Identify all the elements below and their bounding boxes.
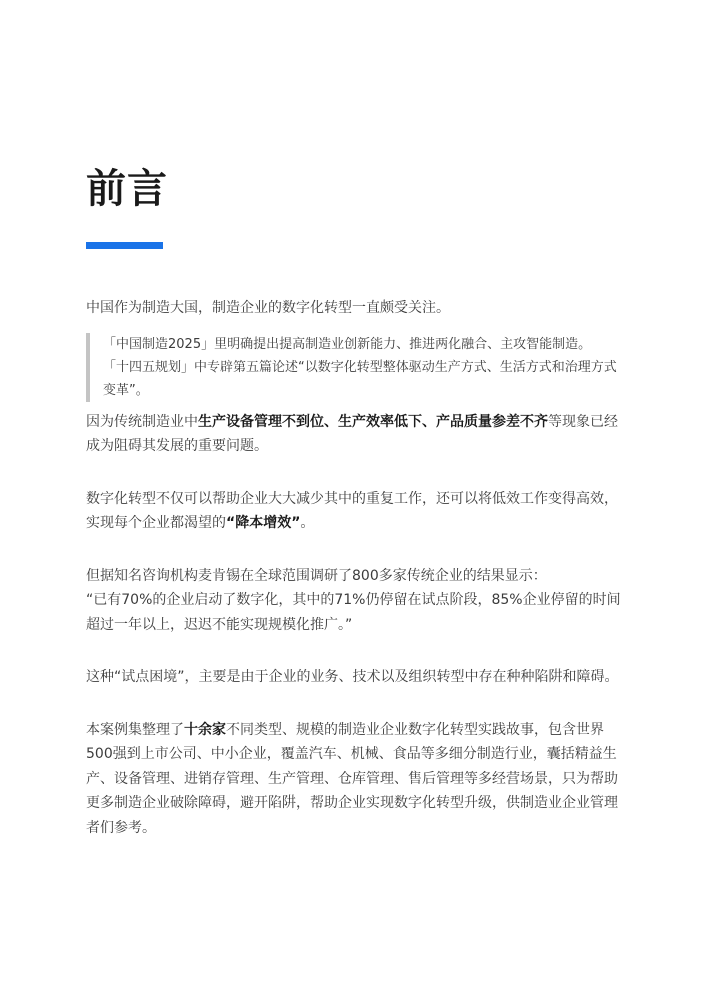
paragraph-collection (86, 718, 626, 841)
paragraph-problems-emphasis: 生产设备管理不到位、生产效率低下、产品质量参差不齐 (198, 413, 548, 430)
title-accent-bar (86, 242, 163, 249)
paragraph-problems-post: 等现象已经成为阻碍其发展的重要问题。 (86, 413, 618, 454)
paragraph-mckinsey-lead: 但据知名咨询机构麦肯锡在全球范围调研了800多家传统企业的结果显示： (86, 567, 547, 584)
paragraph-collection-post: 不同类型、规模的制造业企业数字化转型实践故事，包含世界500强到上市公司、中小企业，覆盖汽车、机械、食品等多细分制造行业，囊括精益生产、设备管理、进销存管理、生产管理、仓库管理、售后管理等多经营场景，只为帮助更多制造企业破除障碍，避开陷阱，帮助企业实现数字化转型升级，供制造业企业管理者们参考。 (86, 721, 618, 836)
paragraph-benefits (86, 487, 626, 536)
paragraph-pilot-dilemma: 这种“试点困境”，主要是由于企业的业务、技术以及组织转型中存在种种陷阱和障碍。 (86, 669, 619, 685)
quote-line-made-in-china: 「中国制造2025」里明确提出提高制造业创新能力、推进两化融合、主攻智能制造。 (103, 336, 592, 352)
paragraph-problems-pre: 因为传统制造业中 (86, 413, 198, 430)
paragraph-benefits-emphasis: “降本增效” (226, 515, 301, 531)
paragraph-mckinsey (86, 564, 626, 638)
paragraph-benefits-pre: 数字化转型不仅可以帮助企业大大减少其中的重复工作，还可以将低效工作变得高效，实现每个企业都渴望的 (86, 490, 618, 531)
body-content (86, 296, 626, 840)
paragraph-benefits-post: 。 (300, 515, 315, 531)
page-title: 前言 (86, 166, 168, 212)
paragraph-mckinsey-quote: “已有70%的企业启动了数字化，其中的71%仍停留在试点阶段，85%企业停留的时间超过一年以上，迟迟不能实现规模化推广。” (86, 592, 621, 633)
paragraph-collection-pre: 本案例集整理了 (86, 721, 184, 738)
paragraph-problems (86, 410, 626, 459)
quote-line-five-year-plan: 「十四五规划」中专辟第五篇论述“以数字化转型整体驱动生产方式、生活方式和治理方式变革”。 (103, 359, 617, 398)
intro-paragraph: 中国作为制造大国，制造企业的数字化转型一直颇受关注。 (86, 300, 450, 316)
policy-quote (86, 333, 626, 402)
paragraph-collection-emphasis: 十余家 (184, 721, 226, 738)
